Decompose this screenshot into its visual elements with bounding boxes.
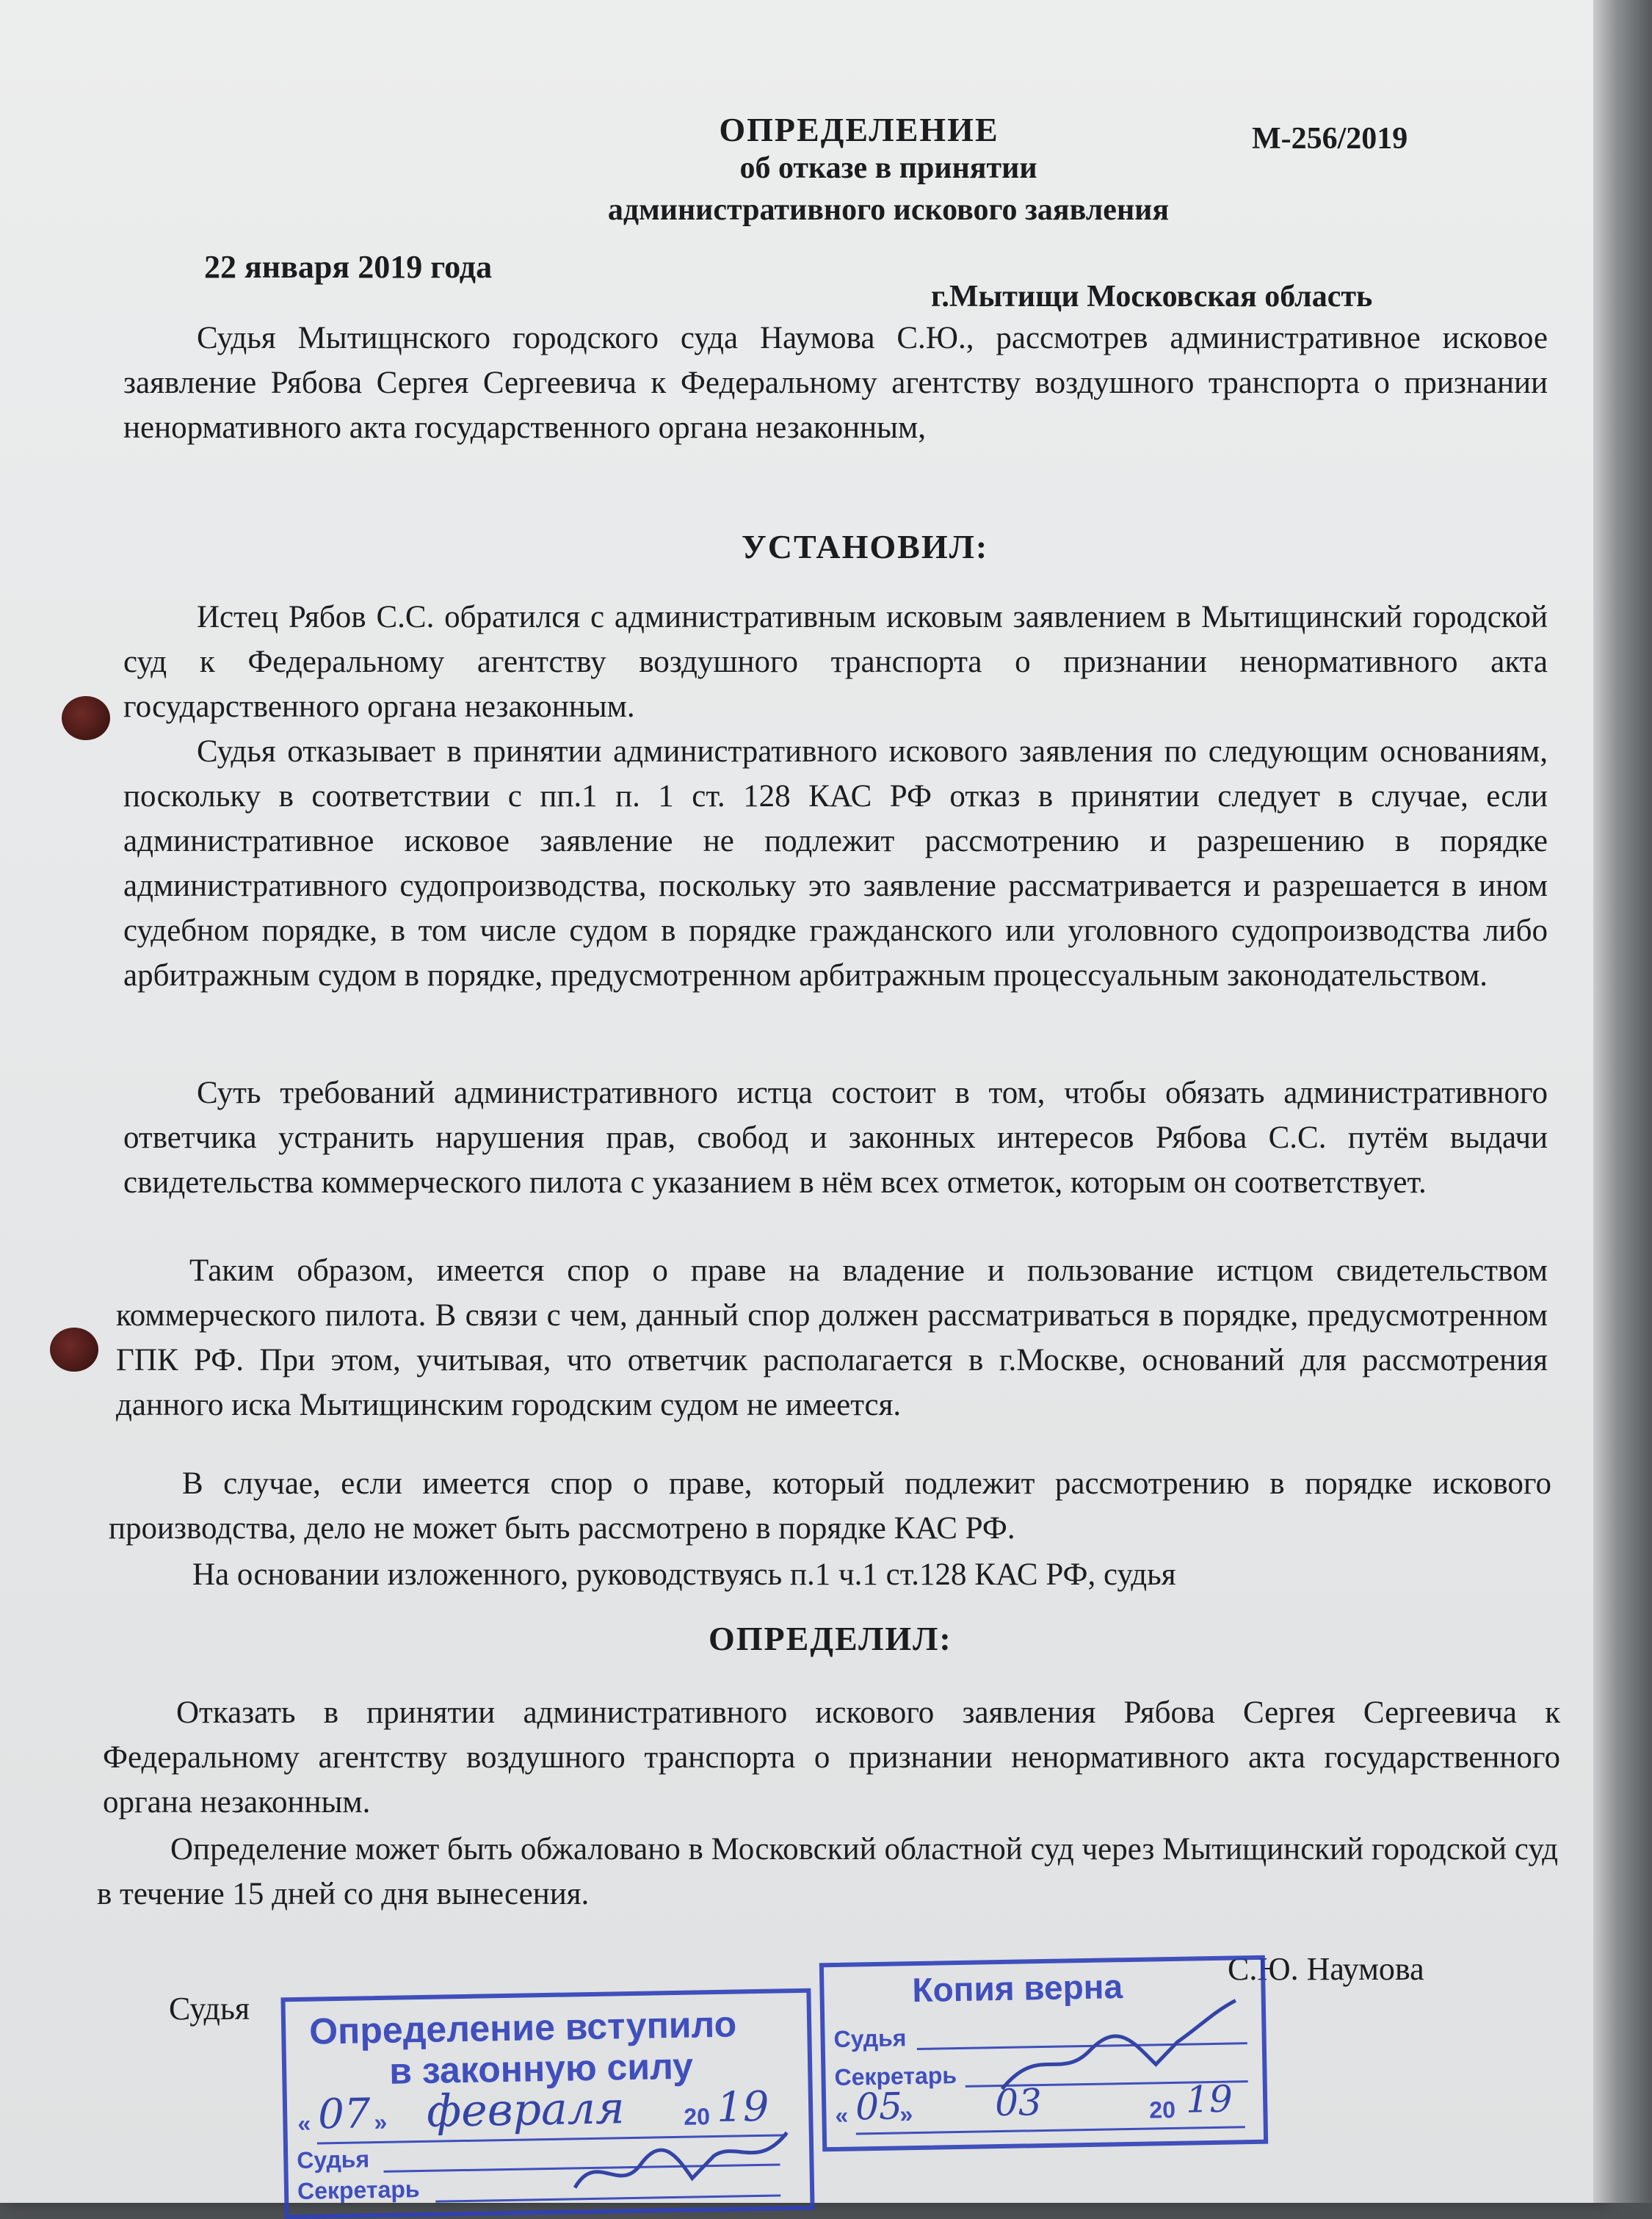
- body-paragraph: В случае, если имеется спор о праве, который подлежит рассмотрению в порядке искового производства, дело не может быть рассмотрено в порядке КАС РФ.: [109, 1466, 1551, 1546]
- handwritten-month: 03: [994, 2081, 1043, 2125]
- stamp-line: Определение вступило: [308, 2003, 737, 2052]
- document-place: г.Мытищи Московская область: [931, 280, 1373, 314]
- stamp-entered-into-force: [280, 1988, 814, 2219]
- handwritten-day: 05: [855, 2085, 903, 2129]
- punch-hole: [50, 1328, 98, 1372]
- stamp-line: Копия верна: [912, 1967, 1123, 2010]
- stamp-copy-true: [819, 1955, 1268, 2152]
- page-edge-shadow: [1593, 0, 1652, 2203]
- stamp-secretary-label: Секретарь: [834, 2062, 957, 2091]
- signature-label: Судья: [169, 1991, 250, 2027]
- punch-hole: [62, 696, 110, 740]
- document-title: ОПРЕДЕЛЕНИЕ: [719, 111, 999, 148]
- body-paragraph: Суть требований административного истца состоит в том, чтобы обязать административного ответчика устранить нарушения прав, свобод и законных интересов Рябова С.С. путём выдачи свидетельства коммерческого пилота с указанием в нём всех отметок, которым он соответствует.: [123, 1076, 1548, 1200]
- case-number: М-256/2019: [1252, 122, 1408, 156]
- stamp-judge-label: Судья: [296, 2146, 370, 2173]
- stamp-date-line: [856, 2126, 1245, 2135]
- handwritten-year: 19: [1185, 2077, 1233, 2121]
- body-paragraph: Таким образом, имеется спор о праве на владение и пользование истцом свидетельством коммерческого пилота. В связи с чем, данный спор должен рассматриваться в порядке, предусмотренном ГПК РФ. При этом, учитывая, что ответчик располагается в г.Москве, оснований для рассмотрения данного иска Мытищинским городским судом не имеется.: [116, 1253, 1548, 1422]
- ruling-paragraph: Отказать в принятии административного искового заявления Рябова Сергея Сергеевича к Федеральному агентству воздушного транспорта о признании ненормативного акта государственного органа незаконным.: [103, 1695, 1560, 1820]
- stamp-judge-label: Судья: [833, 2024, 907, 2052]
- document-subtitle: административного искового заявления: [607, 193, 1170, 227]
- section-heading-opredelil: ОПРЕДЕЛИЛ:: [709, 1620, 952, 1657]
- handwritten-signature: [567, 2125, 803, 2210]
- stamp-secretary-label: Секретарь: [297, 2176, 420, 2204]
- handwritten-year: 19: [716, 2082, 769, 2132]
- signature-stroke: [1001, 2000, 1237, 2089]
- handwritten-signature: [993, 1997, 1245, 2104]
- handwritten-day: 07: [317, 2090, 372, 2139]
- stamp-quote: »: [374, 2108, 388, 2136]
- judge-name: С.Ю. Наумова: [1228, 1951, 1424, 1987]
- document-subtitle: об отказе в принятии: [739, 151, 1037, 185]
- body-paragraph: На основании изложенного, руководствуясь п.1 ч.1 ст.128 КАС РФ, судья: [192, 1557, 1176, 1592]
- stamp-year-prefix: 20: [684, 2103, 711, 2130]
- handwritten-month: февраля: [426, 2082, 626, 2137]
- document-date: 22 января 2019 года: [204, 249, 493, 285]
- stamp-quote: «: [297, 2110, 311, 2137]
- body-paragraph: Судья отказывает в принятии административного искового заявления по следующим основаниям, поскольку в соответствии с пп.1 п. 1 ст. 128 КАС РФ отказ в принятии следует в случае, если административное исковое заявление не подлежит рассмотрению и разрешению в порядке административного судопроизводства, поскольку это заявление рассматривается и разрешается в ином судебном порядке, в том числе судом в порядке гражданского или уголовного судопроизводства либо арбитражным судом в порядке, предусмотренном арбитражным процессуальным законодательством.: [123, 734, 1548, 993]
- body-paragraph: Истец Рябов С.С. обратился с административным исковым заявлением в Мытищинский городской суд к Федеральному агентству воздушного транспорта о признании ненормативного акта государственного органа незаконным.: [123, 600, 1548, 724]
- section-heading-ustanovil: УСТАНОВИЛ:: [742, 528, 989, 565]
- signature-stroke: [574, 2132, 788, 2187]
- stamp-quote: «: [835, 2102, 849, 2129]
- stamp-line: в законную силу: [388, 2045, 694, 2092]
- stamp-quote: »: [899, 2101, 913, 2128]
- intro-paragraph: Судья Мытищнского городского суда Наумова С.Ю., рассмотрев административное исковое заявление Рябова Сергея Сергеевича к Федеральному агентству воздушного транспорта о признании ненормативного акта государственного органа незаконным,: [123, 321, 1548, 445]
- ruling-paragraph: Определение может быть обжаловано в Московский областной суд через Мытищинский городской суд в течение 15 дней со дня вынесения.: [97, 1832, 1558, 1911]
- stamp-year-prefix: 20: [1149, 2096, 1176, 2124]
